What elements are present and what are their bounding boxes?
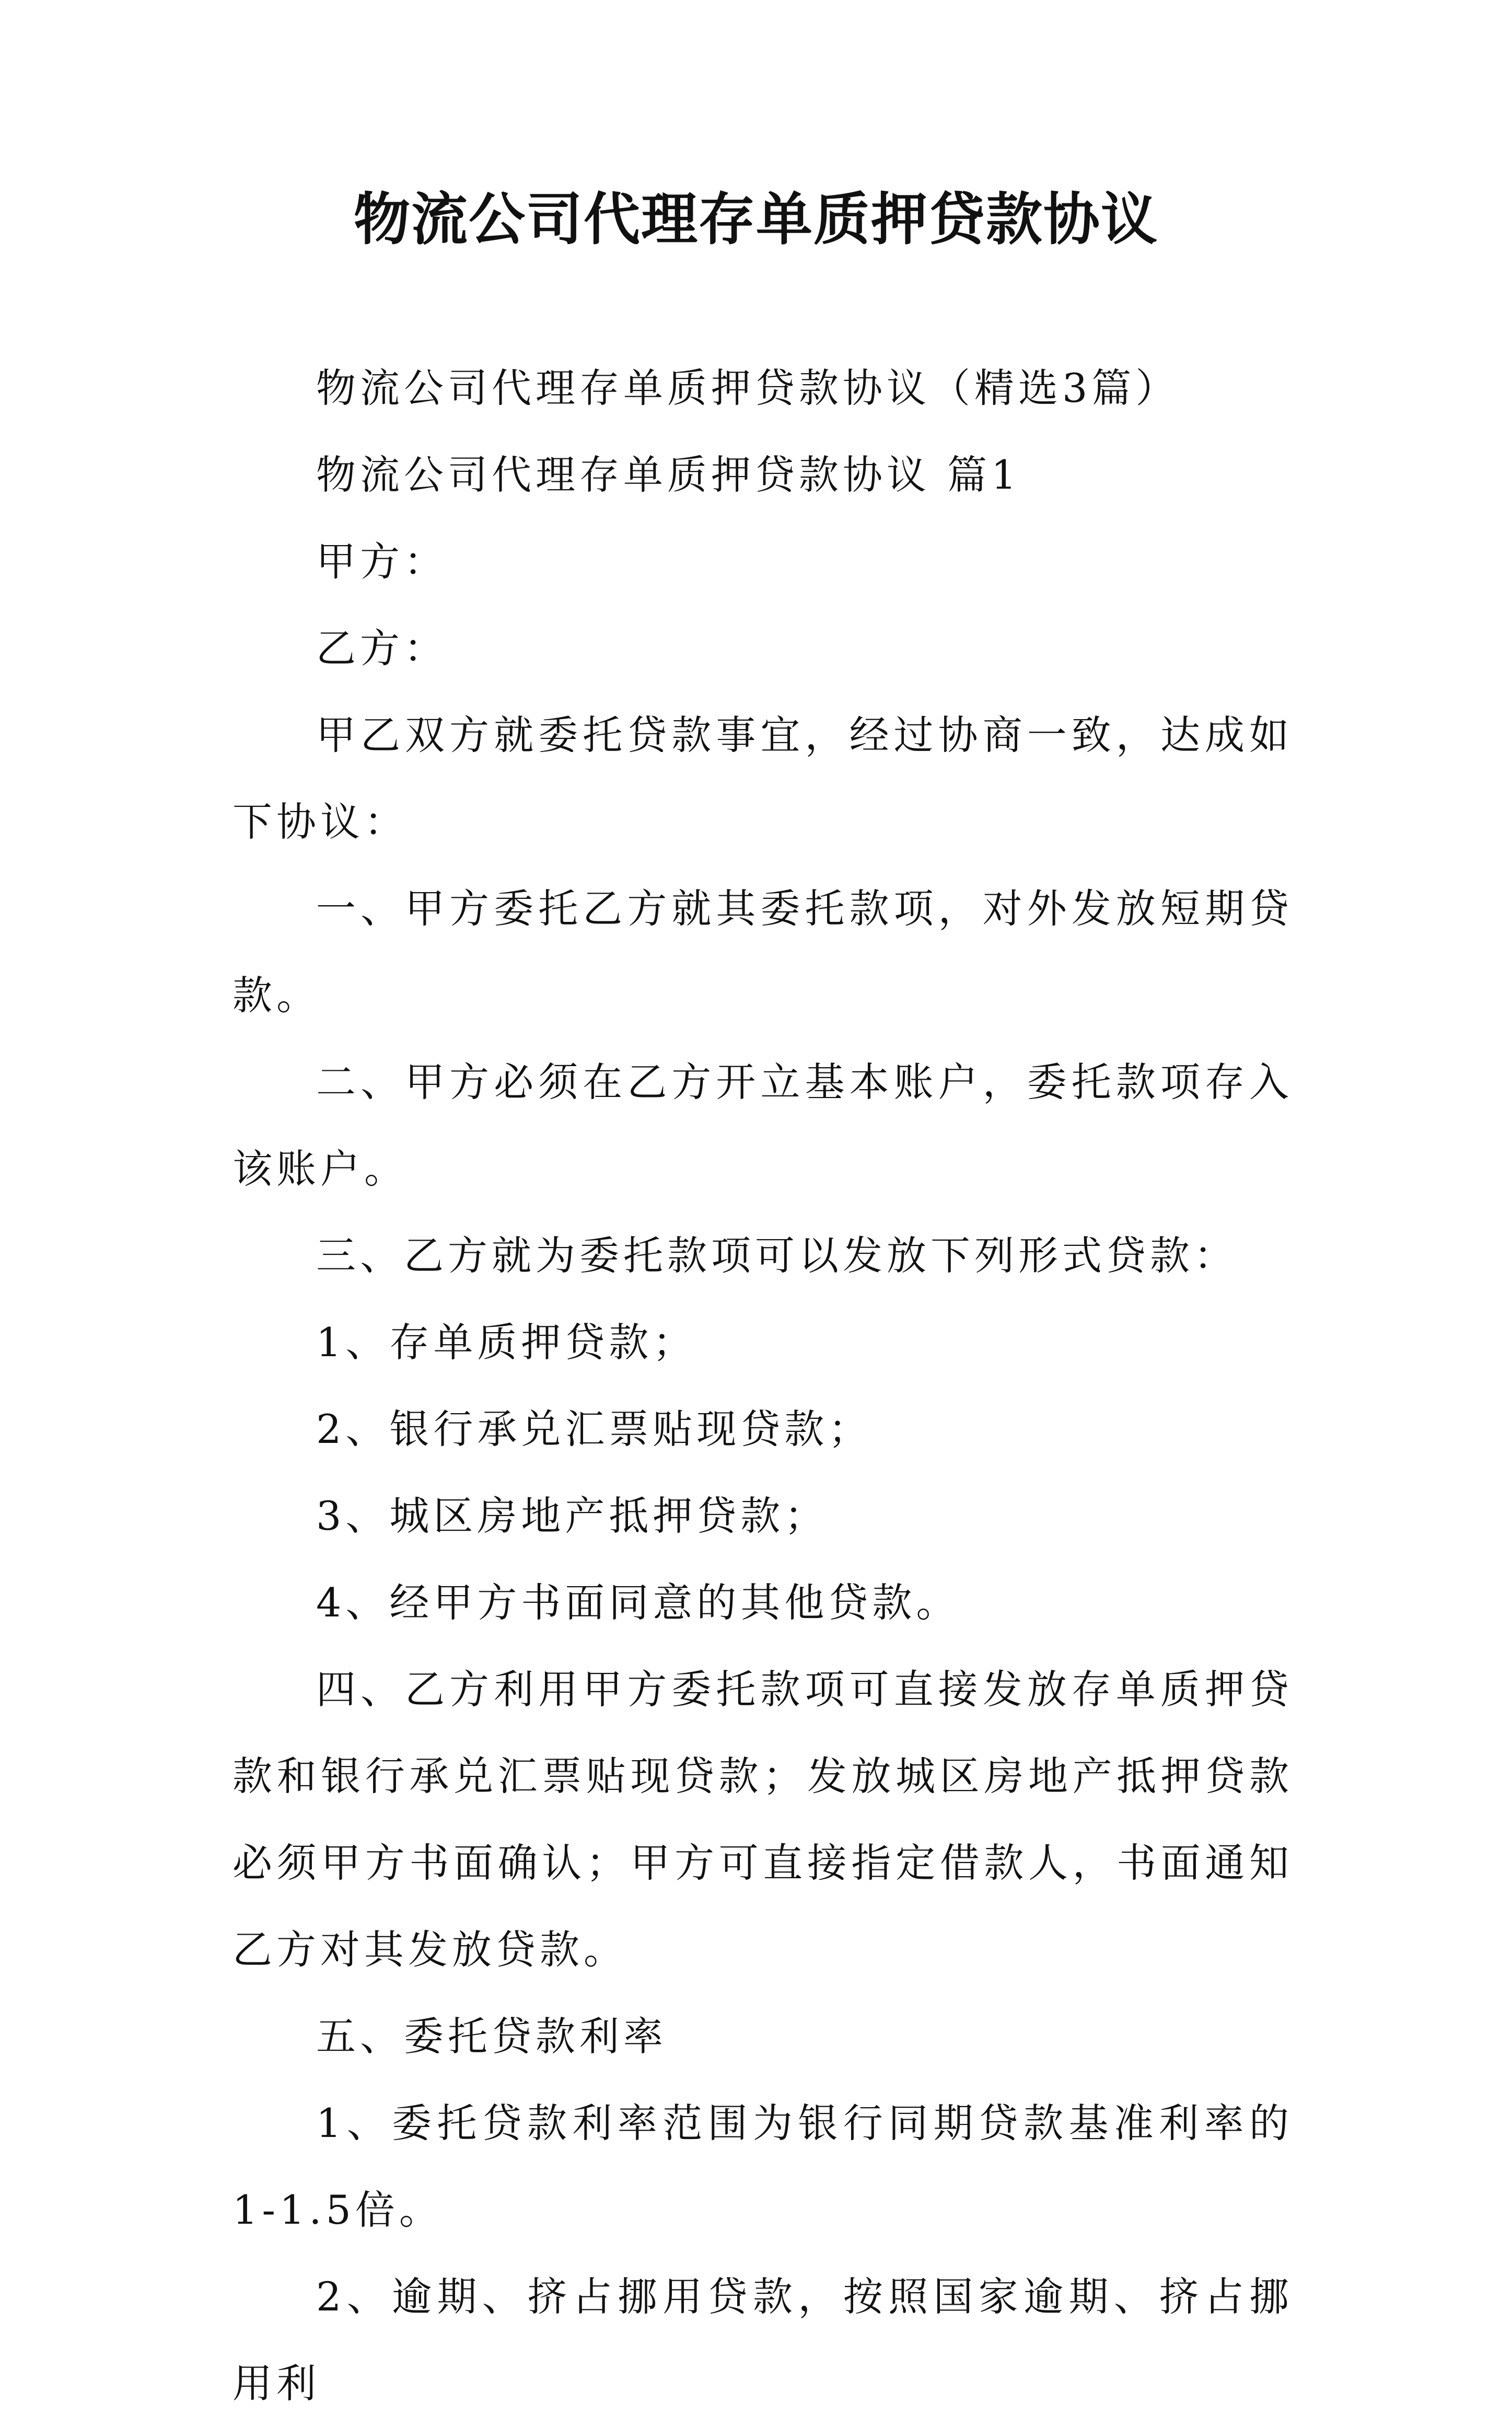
paragraph-item-1: 1、存单质押贷款； — [316, 1319, 697, 1366]
paragraph-party-a: 甲方： — [316, 538, 448, 585]
paragraph-clause-3: 三、乙方就为委托款项可以发放下列形式贷款： — [316, 1232, 1238, 1279]
document-body — [232, 345, 1293, 2427]
paragraph-item-4: 4、经甲方书面同意的其他贷款。 — [316, 1579, 960, 1626]
paragraph-section-heading: 物流公司代理存单质押贷款协议 篇1 — [316, 452, 1021, 498]
paragraph-rate-1: 1、委托贷款利率范围为银行同期贷款基准利率的1-1.5倍。 — [232, 2100, 1293, 2233]
paragraph-subtitle: 物流公司代理存单质押贷款协议（精选3篇） — [316, 365, 1180, 411]
paragraph-item-3: 3、城区房地产抵押贷款； — [316, 1493, 829, 1539]
paragraph-item-2: 2、银行承兑汇票贴现贷款； — [316, 1406, 873, 1452]
paragraph-clause-1: 一、甲方委托乙方就其委托款项，对外发放短期贷款。 — [232, 885, 1293, 1019]
paragraph-clause-5: 五、委托贷款利率 — [316, 2013, 667, 2060]
paragraph-intro: 甲乙双方就委托贷款事宜，经过协商一致，达成如下协议： — [232, 712, 1293, 845]
paragraph-rate-2: 2、逾期、挤占挪用贷款，按照国家逾期、挤占挪用利 — [232, 2273, 1293, 2407]
paragraph-clause-4: 四、乙方利用甲方委托款项可直接发放存单质押贷款和银行承兑汇票贴现贷款；发放城区房地产抵押贷款必须甲方书面确认；甲方可直接指定借款人，书面通知乙方对其发放贷款。 — [232, 1666, 1293, 1973]
paragraph-clause-2: 二、甲方必须在乙方开立基本账户，委托款项存入该账户。 — [232, 1059, 1293, 1192]
document-title: 物流公司代理存单质押贷款协议 — [353, 187, 1158, 252]
paragraph-party-b: 乙方： — [316, 625, 448, 672]
